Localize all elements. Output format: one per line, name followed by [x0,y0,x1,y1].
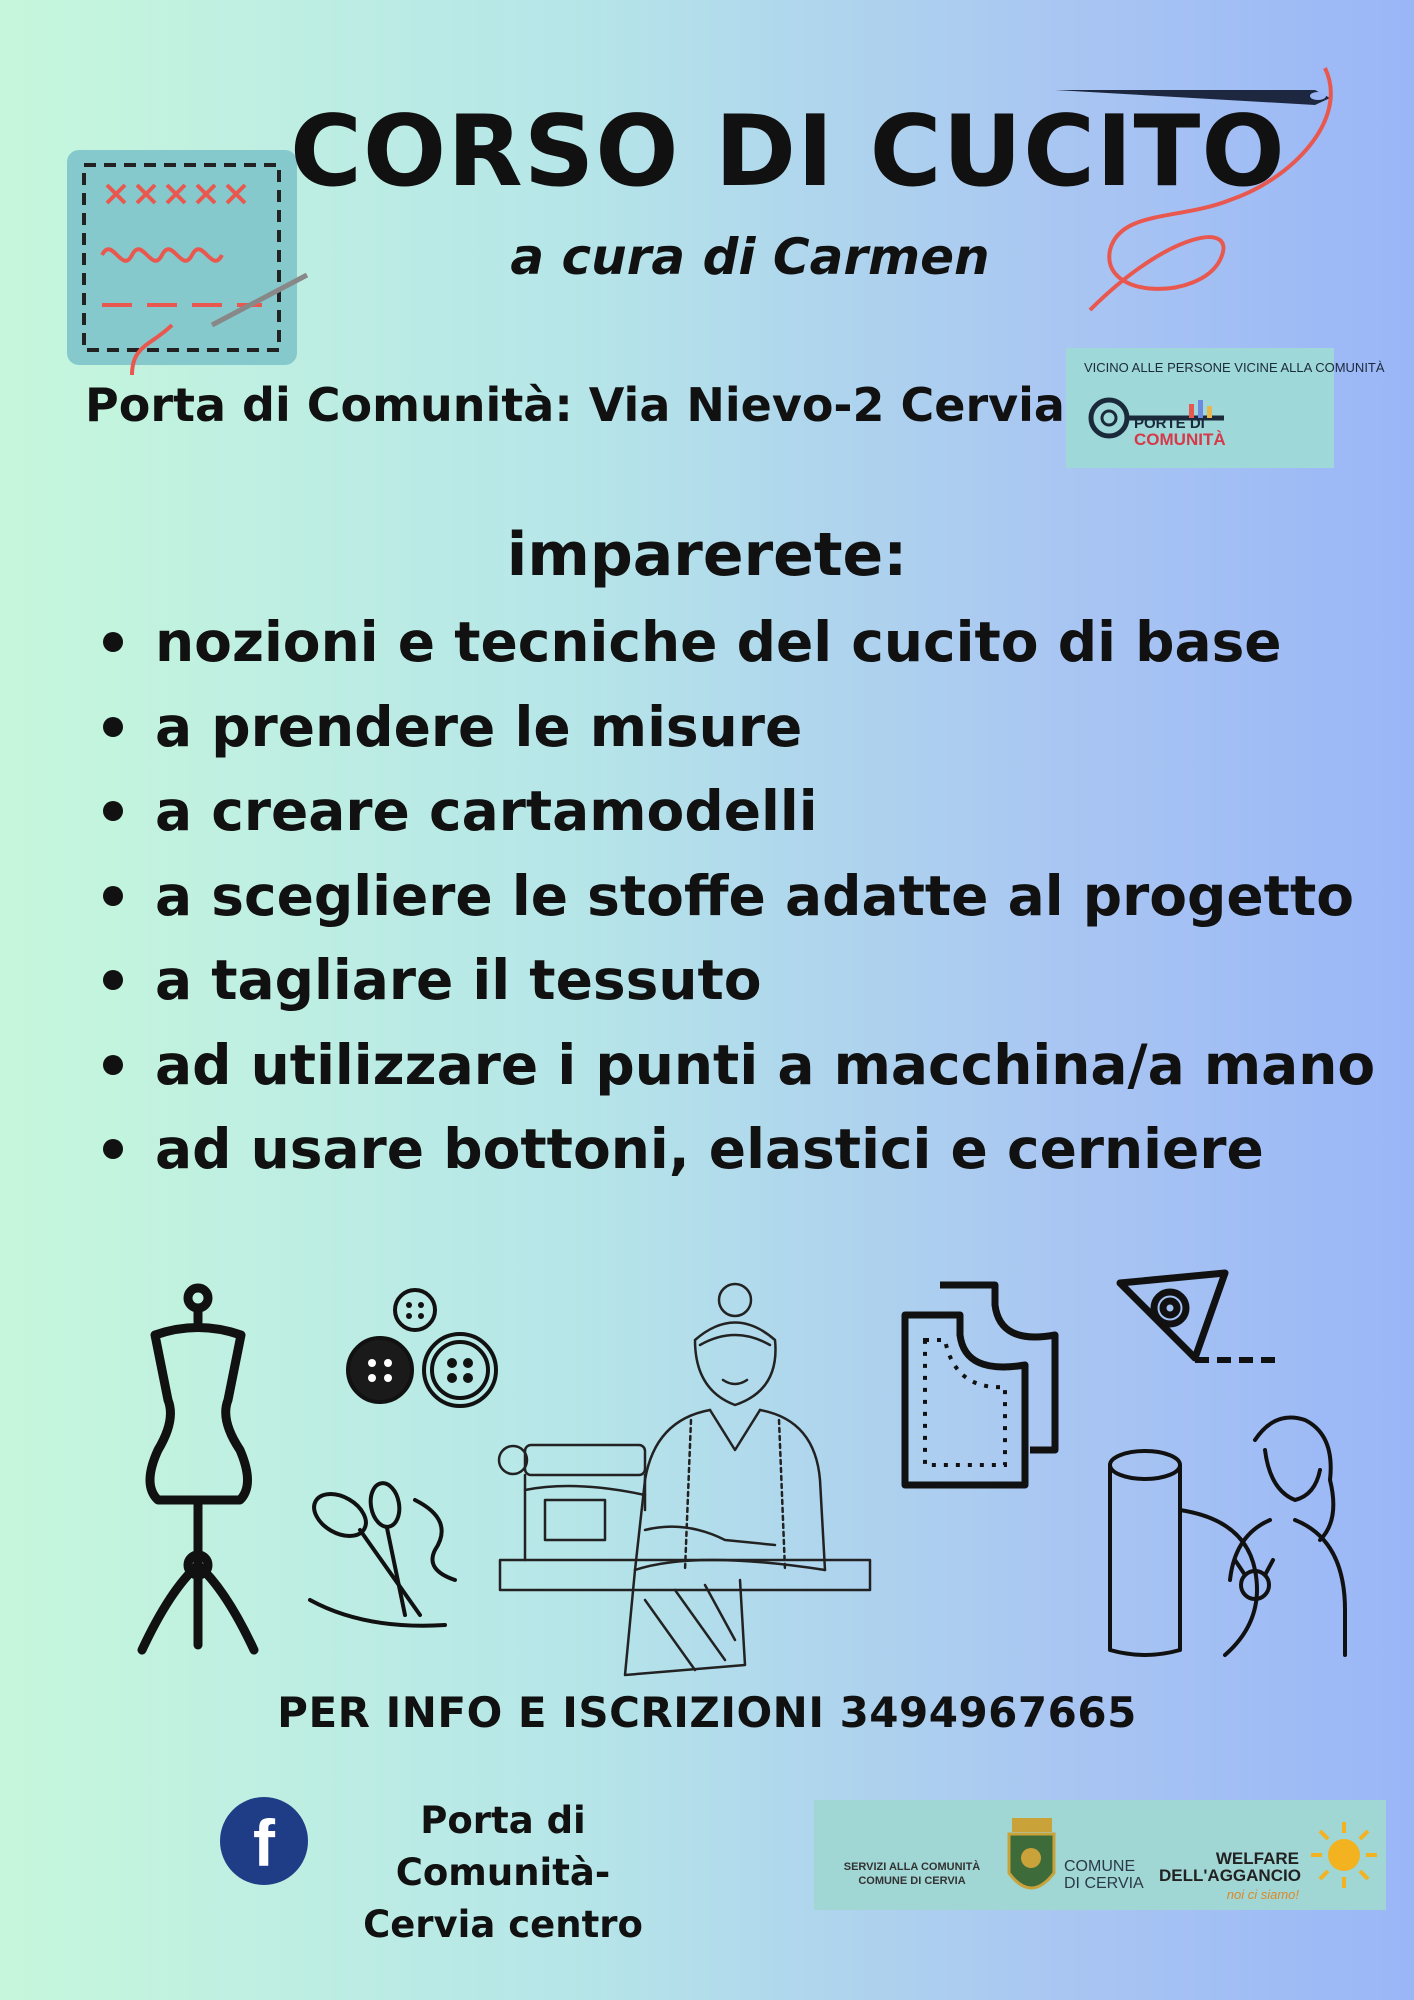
address: Porta di Comunità: Via Nievo-2 Cervia [85,378,1065,432]
stitch-patch-icon [62,145,312,370]
learn-list [95,600,1375,1192]
porte-di-comunita-logo [1066,348,1385,468]
dress-form-icon [130,1280,270,1660]
list-item: ad usare bottoni, elastici e cerniere [95,1107,1375,1192]
info-phone: PER INFO E ISCRIZIONI 3494967665 [277,1688,1137,1737]
fabric-roll-woman-icon [1095,1410,1350,1660]
list-item: a creare cartamodelli [95,769,1375,854]
list-item: a tagliare il tessuto [95,938,1375,1023]
tailor-chalk-icon [1115,1268,1285,1368]
sewing-pattern-icon [900,1275,1065,1495]
page-title: CORSO DI CUCITO [290,95,1286,209]
list-item: a prendere le misure [95,685,1375,770]
list-item: nozioni e tecniche del cucito di base [95,600,1375,685]
seamstress-sewing-machine-icon [495,1280,870,1690]
logo-tagline: VICINO ALLE PERSONE VICINE ALLA COMUNITÀ [1084,360,1385,375]
sun-icon [1309,1820,1379,1890]
learn-heading: imparerete: [506,520,908,590]
list-item: a scegliere le stoffe adatte al progetto [95,854,1375,939]
comune-crest-icon [1004,1818,1059,1906]
comune-logo-text: COMUNE DI CERVIA [1064,1858,1144,1892]
list-item: ad utilizzare i punti a macchina/a mano [95,1023,1375,1108]
facebook-page-link[interactable]: Porta di Comunità- Cervia centro [363,1799,643,1946]
logo-brand: PORTE DI COMUNITÀ [1134,415,1226,449]
servizi-logo-text: SERVIZI ALLA COMUNITÀ COMUNE DI CERVIA [843,1861,981,1887]
footer-logos [814,1800,1386,1910]
page-subtitle: a cura di Carmen [510,228,990,286]
welfare-logo-text: WELFARE DELL'AGGANCIO noi ci siamo! [1159,1849,1301,1902]
buttons-icon [345,1285,515,1415]
scissors-icon [305,1480,475,1630]
facebook-icon[interactable]: f [220,1797,308,1885]
